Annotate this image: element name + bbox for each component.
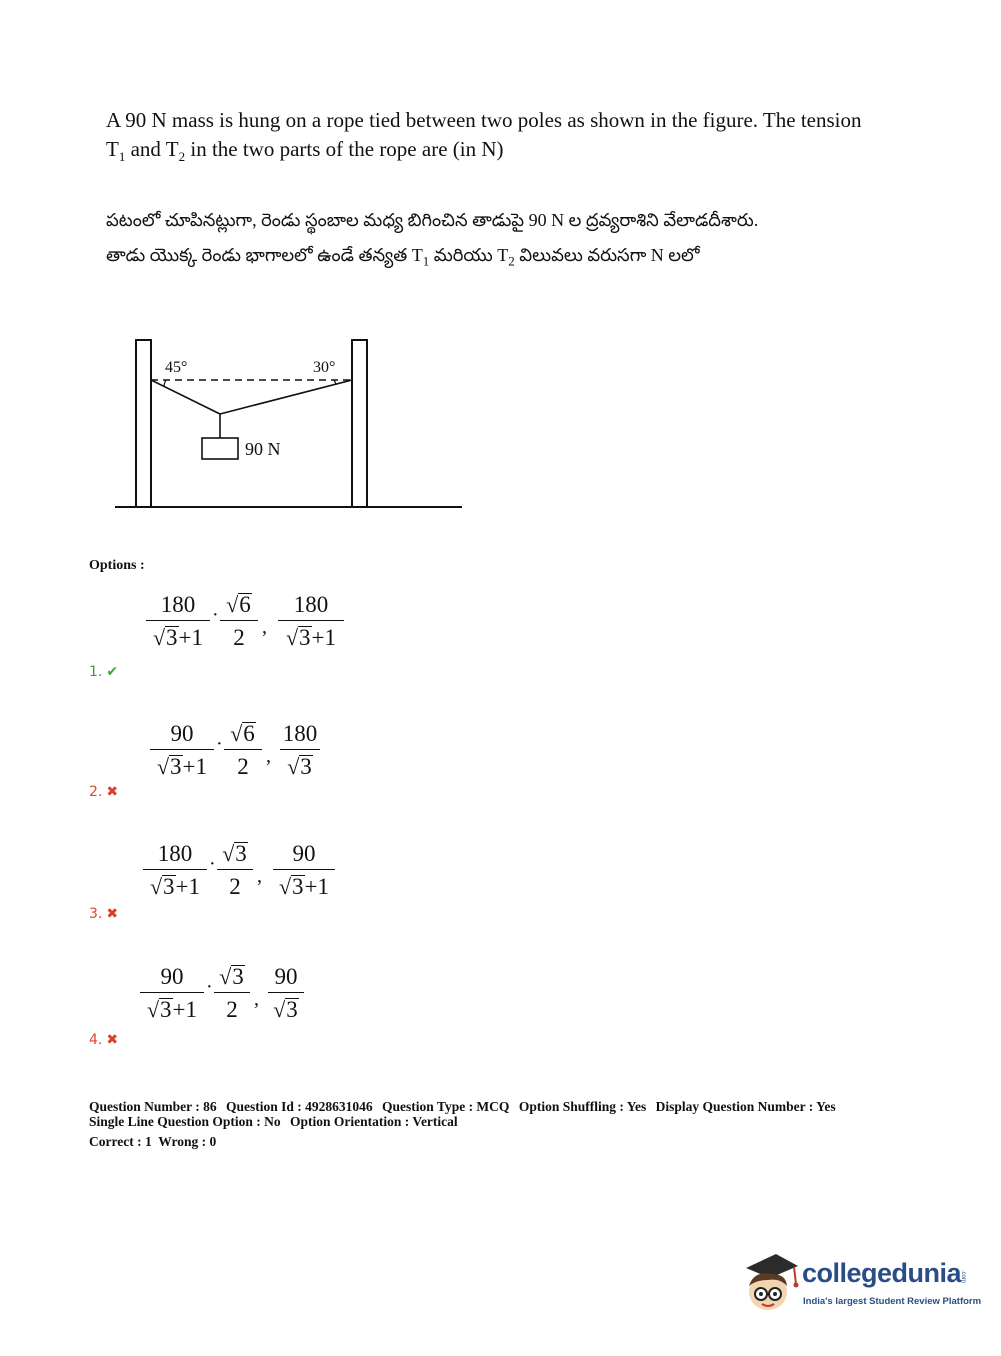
check-icon: ✔ xyxy=(106,664,119,680)
rope-left xyxy=(151,380,220,414)
fraction: √6 2 xyxy=(224,719,262,780)
fraction: √3 2 xyxy=(217,839,253,900)
right-pole xyxy=(352,340,367,507)
fraction: 90 √3+1 xyxy=(150,719,214,780)
question-text-telugu: పటంలో చూపినట్లుగా, రెండు స్థంబాల మధ్య బిగించిన తాడుపై 90 N ల ద్రవ్యరాశిని వేలాడదీశారు. తాడు యొక్క రెండు భాగాలలో ఉండే తన్యత $T_1$ మరియు $T_2$ విలువలు వరుసగా N లలో xyxy=(106,210,759,269)
collegedunia-logo[interactable] xyxy=(742,1250,982,1314)
option-3-number[interactable]: 3. ✖ xyxy=(89,906,119,922)
option-2-formula: 90 √3+1 · √6 2 , 180 √3 xyxy=(150,719,350,789)
fraction: 90 √3+1 xyxy=(273,839,335,900)
fraction: 180 √3+1 xyxy=(146,590,210,651)
angle-label-left: 45° xyxy=(165,359,188,376)
fraction: 90 √3 xyxy=(268,962,304,1023)
cross-icon: ✖ xyxy=(106,784,119,800)
fraction: √6 2 xyxy=(220,590,258,651)
brand-domain: .com xyxy=(960,1270,966,1284)
angle-arc-left xyxy=(164,380,166,387)
fraction: 180 √3+1 xyxy=(278,590,344,651)
brand-tagline: India's largest Student Review Platform xyxy=(803,1296,982,1307)
fraction: 90 √3+1 xyxy=(140,962,204,1023)
weight-block xyxy=(202,438,238,459)
cross-icon: ✖ xyxy=(106,906,119,922)
angle-label-right: 30° xyxy=(313,359,336,376)
options-heading: Options : xyxy=(89,558,145,573)
question-metadata: Question Number : 86 Question Id : 4928631046 Question Type : MCQ Option Shuffling : Yes Display Question Number : Yes Single Line Question Option : No Option Orientation : Vertical xyxy=(89,1099,836,1129)
option-4-number[interactable]: 4. ✖ xyxy=(89,1032,119,1048)
option-1-formula: 180 √3+1 · √6 2 , 180 √3+1 xyxy=(146,590,356,660)
weight-label: 90 N xyxy=(245,439,281,459)
fraction: 180 √3+1 xyxy=(143,839,207,900)
option-1-number[interactable]: 1. ✔ xyxy=(89,664,119,680)
question-text-english: A 90 N mass is hung on a rope tied between two poles as shown in the figure. The tension $T_1$ and $T_2$ in the two parts of the rope are (in N) xyxy=(106,108,862,165)
cross-icon: ✖ xyxy=(106,1032,119,1048)
left-pole xyxy=(136,340,151,507)
fraction: 180 √3 xyxy=(280,719,320,780)
option-3-formula: 180 √3+1 · √3 2 , 90 √3+1 xyxy=(143,839,353,909)
rope-poles-figure xyxy=(112,336,472,516)
mascot-icon xyxy=(742,1250,802,1314)
scoring-info: Correct : 1 Wrong : 0 xyxy=(89,1134,217,1149)
option-4-formula: 90 √3+1 · √3 2 , 90 √3 xyxy=(140,962,340,1032)
brand-name: collegedunia xyxy=(802,1258,962,1288)
rope-right xyxy=(220,380,352,414)
fraction: √3 2 xyxy=(214,962,250,1023)
option-2-number[interactable]: 2. ✖ xyxy=(89,784,119,800)
